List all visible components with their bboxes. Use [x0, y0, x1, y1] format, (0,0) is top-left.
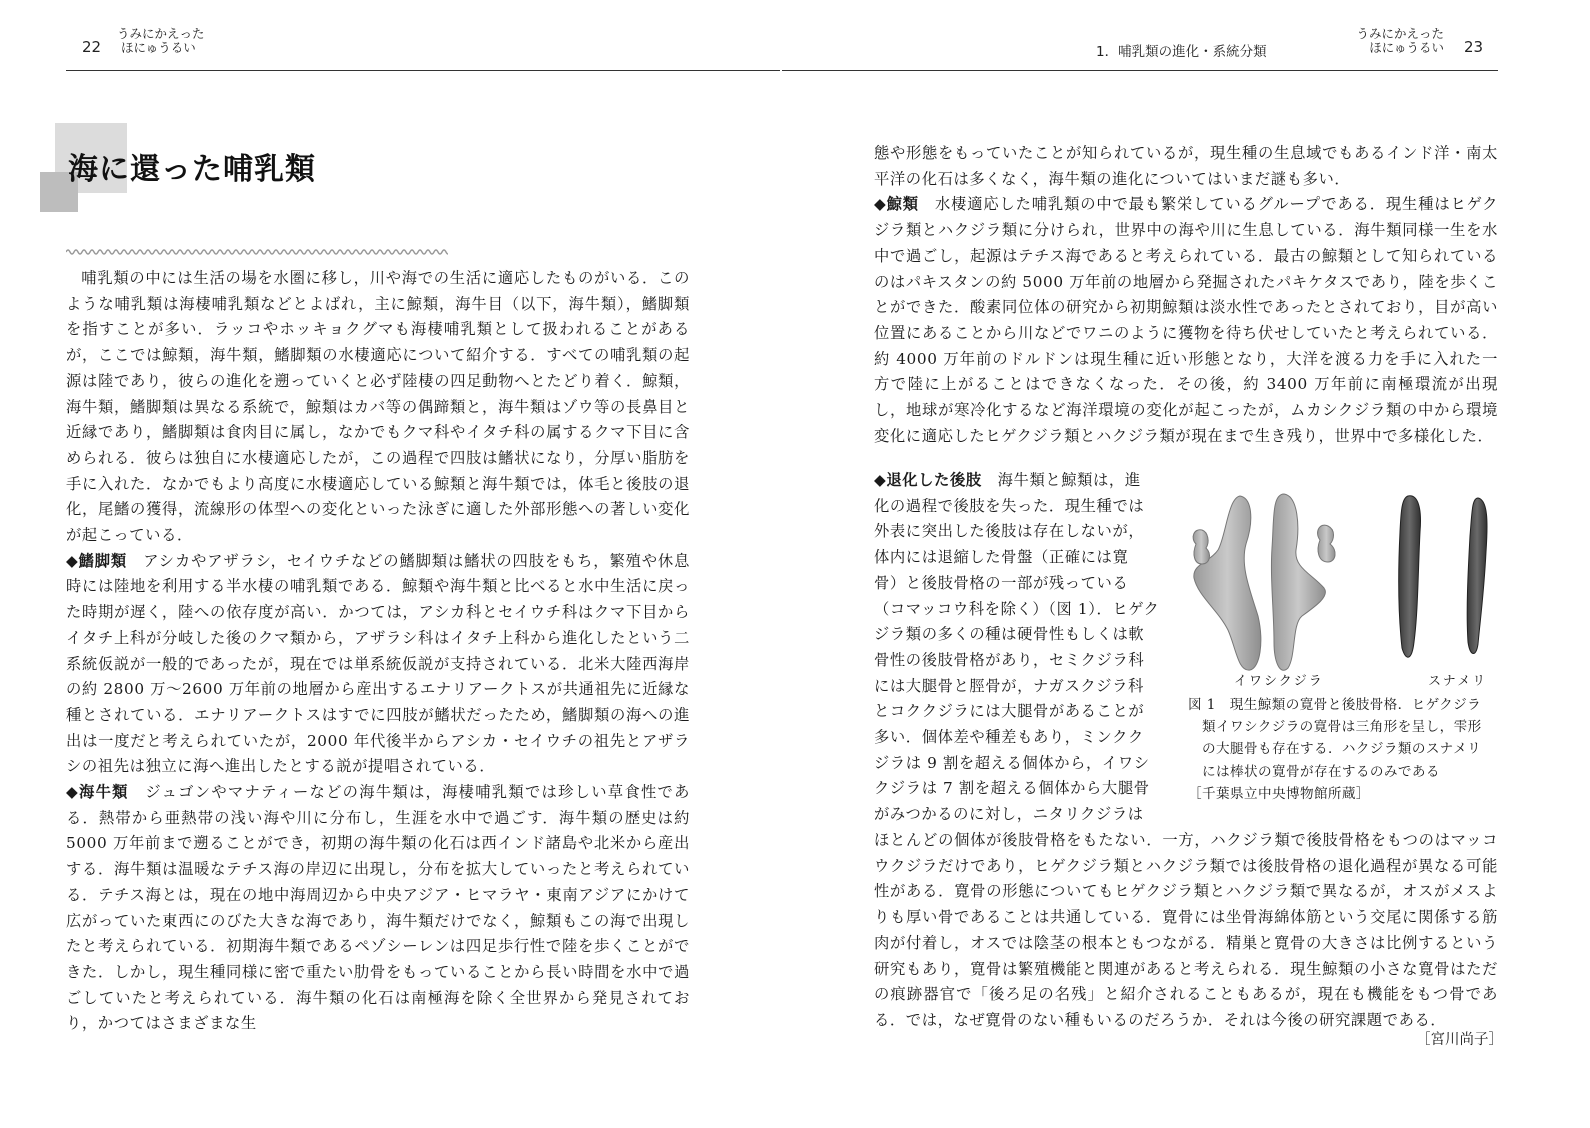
figure-caption: [1188, 694, 1506, 805]
section-pinnipeds: ◆鰭脚類 アシカやアザラシ，セイウチなどの鰭脚類は鰭状の四肢をもち，繁殖や休息時には陸地を利用する半水棲の哺乳類である．鯨類や海牛類と比べると水中生活に戻った時期が遅く，陸への依存度が高い．かつては，アシカ科とセイウチ科はクマ下目からイタチ上科が分岐した後のクマ類から，アザラシ科はイタチ上科から進化したという二系統仮説が一般的であったが，現在では単系統仮説が支持されている．北米大陸西海岸の約 2800 万～2600 万年前の地層から産出するエナリアークトスが共通祖先に近縁な種とされている．エナリアークトスはすでに四肢が鰭状だったため，鰭脚類の海への進出は一度だと考えられていたが，2000 年代後半からアシカ・セイウチの祖先とアザラシの祖先は独立に海へ進出したとする説が提唱されている．: [66, 551, 690, 776]
caption-line: 類イワシクジラの寛骨は三角形を呈し，雫形: [1202, 719, 1482, 736]
left-column: [66, 266, 690, 1037]
flow-line: とコククジラには大腿骨があることが: [874, 702, 1145, 721]
continued-paragraph: 態や形態をもっていたことが知られているが，現生種の生息域でもあるインド洋・南太平洋の化石は多くなく，海牛類の進化についてはいまだ謎も多い．: [874, 144, 1498, 188]
figure-label-finless-porpoise: スナメリ: [1428, 674, 1488, 689]
section-cetaceans: ◆鯨類 水棲適応した哺乳類の中で最も繁栄しているグループである．現生種はヒゲクジラ類とハクジラ類に分けられ，世界中の海や川に生息している．海牛類同様一生を水中で過ごし，起源はテチス海であると考えられている．最古の鯨類として知られているのはパキスタンの約 5000 万年前の地層から発掘されたパキケタスであり，陸を歩くことができた．酸素同位体の研究から初期鯨類は淡水性であったとされており，目が高い位置にあることから川などでワニのように獲物を待ち伏せしていたと考えられている．約 4000 万年前のドルドンは現生種に近い形態となり，大洋を渡る力を手に入れた一方で陸に上がることはできなくなった．その後，約 3400 万年前に南極環流が出現し，地球が寒冷化するなど海洋環境の変化が起こったが，ムカシクジラ類の中から環境変化に適応したヒゲクジラ類とハクジラ類が現在まで生き残り，世界中で多様化した．: [874, 195, 1498, 445]
page-number-right: 23: [1464, 38, 1484, 56]
section-heading: ◆鯨類: [874, 195, 919, 214]
flow-line: ◆退化した後肢 海牛類と鯨類は，進: [874, 471, 1141, 489]
flow-line: 体内には退縮した骨盤（正確には寛: [874, 548, 1129, 567]
page-number-left: 22: [82, 38, 102, 56]
figure-1: [1188, 492, 1506, 692]
flow-line: がみつかるのに対し，ニタリクジラは: [874, 805, 1144, 824]
femur-right: [1318, 525, 1336, 562]
caption-line: には棒状の寛骨が存在するのみである: [1202, 763, 1440, 780]
section-hindlimbs: [874, 468, 1174, 828]
pelvic-bone-right: [1271, 494, 1325, 670]
intro-paragraph: 哺乳類の中には生活の場を水圏に移し，川や海での生活に適応したものがいる．このような哺乳類は海棲哺乳類などとよばれ，主に鯨類，海牛目（以下，海牛類），鰭脚類を指すことが多い．ラッコやホッキョクグマも海棲哺乳類として扱われることがあるが，ここでは鯨類，海牛類，鰭脚類の水棲適応について紹介する．すべての哺乳類の起源は陸であり，彼らの進化を遡っていくと必ず陸棲の四足動物へとたどり着く．鯨類，海牛類，鰭脚類は異なる系統で，鯨類はカバ等の偶蹄類と，海牛類はゾウ等の長鼻目と近縁であり，鰭脚類は食肉目に属し，なかでもクマ科やイタチ科の属するクマ下目に含められる．彼らは独自に水棲適応したが，この過程で四肢は鰭状になり，分厚い脂肪を手に入れた．なかでもより高度に水棲適応している鯨類と海牛類では，体毛と後肢の退化，尾鰭の獲得，流線形の体型への変化といった泳ぎに適した外部形態への著しい変化が起こっている．: [66, 269, 690, 545]
section-heading: ◆鰭脚類: [66, 551, 128, 570]
series-title-right: [1350, 27, 1444, 55]
author-credit: ［宮川尚子］: [1416, 1032, 1503, 1048]
flow-line: 骨性の後肢骨格があり，セミクジラ科: [874, 650, 1145, 669]
section-sirenians: ◆海牛類 ジュゴンやマナティーなどの海牛類は，海棲哺乳類では珍しい草食性である．熱帯から亜熱帯の浅い海や川に分布し，生涯を水中で過ごす．海牛類の歴史は約 5000 万年前まで遡ることができ，初期の海牛類の化石は西インド諸島や北米から産出する．海牛類は温暖なテチス海の岸辺に出現し，分布を拡大していったと考えられている．テチス海とは，現在の地中海周辺から中央アジア・ヒマラヤ・東南アジアにかけて広がっていた東西にのびた大きな海であり，海牛類だけでなく，鯨類もこの海で出現したと考えられている．初期海牛類であるペゾシーレンは四足歩行性で陸を歩くことができた．しかし，現生種同様に密で重たい肋骨をもっていることから長い時間を水中で過ごしていたと考えられている．海牛類の化石は南極海を除く全世界から発見されており，かつてはさまざまな生: [66, 783, 690, 1033]
femur-left: [1193, 530, 1209, 564]
flow-line: 多い．個体差や種差もあり，ミンクク: [874, 728, 1144, 747]
caption-line: 図 1 現生鯨類の寛骨と後肢骨格．ヒゲクジラ: [1188, 697, 1482, 713]
rod-bone-right: [1467, 498, 1487, 654]
series-line-1: うみにかえった: [117, 26, 205, 41]
flow-line: クジラは 7 割を超える個体から大腿骨: [874, 779, 1150, 798]
right-column-bottom: [874, 828, 1498, 1034]
chapter-title: 1．哺乳類の進化・系統分類: [1096, 44, 1267, 60]
flow-line: 化の過程で後肢を失った．現生種では: [874, 496, 1145, 515]
flow-line: には大腿骨と脛骨が，ナガスクジラ科: [874, 676, 1144, 695]
rod-bone-left: [1399, 496, 1421, 657]
flow-line: ジラは 9 割を超える個体から，イワシ: [874, 753, 1150, 772]
header-rule-right: [782, 70, 1498, 71]
section-heading: ◆海牛類: [66, 783, 129, 802]
series-line-2: ほにゅうるい: [121, 40, 196, 55]
decorative-wave-rule: [66, 248, 448, 256]
flow-line: ジラ類の多くの種は硬骨性もしくは軟: [874, 625, 1145, 644]
header-rule-left: [66, 70, 780, 71]
caption-line: の大腿骨も存在する．ハクジラ類のスナメリ: [1202, 741, 1482, 758]
flow-line: 骨）と後肢骨格の一部が残っている: [874, 573, 1129, 592]
figure-label-sei-whale: イワシクジラ: [1234, 674, 1324, 689]
hindlimb-paragraph-continued: ほとんどの個体が後肢骨格をもたない．一方，ハクジラ類で後肢骨格をもつのはマッコウクジラだけであり，ヒゲクジラ類とハクジラ類では後肢骨格の退化過程が異なる可能性がある．寛骨の形態についてもヒゲクジラ類とハクジラ類で異なるが，オスがメスよりも厚い骨であることは共通している．寛骨には坐骨海綿体筋という交尾に関係する筋肉が付着し，オスでは陰茎の根本ともつながる．精巣と寛骨の大きさは比例するという研究もあり，寛骨は繁殖機能と関連があると考えられる．現生鯨類の小さな寛骨はただの痕跡器官で「後ろ足の名残」と紹介されることもあるが，現在も機能をもつ骨である．では，なぜ寛骨のない種もいるのだろうか．それは今後の研究課題である．: [874, 831, 1498, 1029]
right-column-top: [874, 141, 1498, 449]
flow-line: 外表に突出した後肢は存在しないが，: [874, 522, 1145, 541]
series-line-1: うみにかえった: [1356, 26, 1444, 41]
article-title: 海に還った哺乳類: [68, 152, 316, 187]
pelvic-bone-left: [1194, 496, 1261, 670]
series-title-left: [117, 27, 205, 55]
bone-photo: [1188, 492, 1506, 688]
section-heading: ◆退化した後肢: [874, 471, 982, 489]
series-line-2: ほにゅうるい: [1369, 40, 1444, 55]
flow-line: （コマッコウ科を除く）（図 1）．ヒゲク: [874, 599, 1160, 618]
caption-credit: ［千葉県立中央博物館所蔵］: [1188, 785, 1370, 802]
